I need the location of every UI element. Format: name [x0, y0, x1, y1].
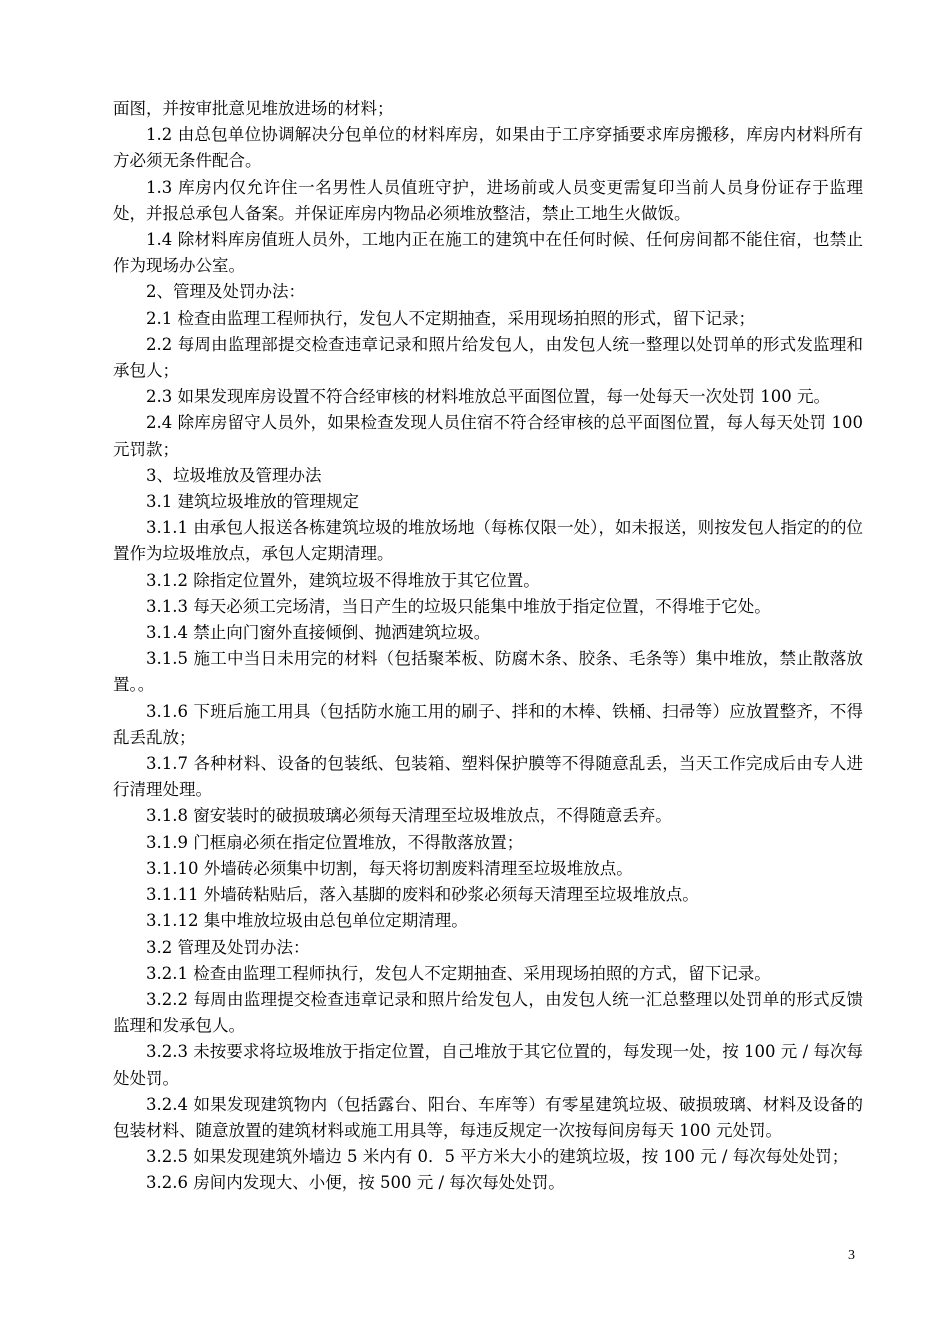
paragraph: 3.2.4 如果发现建筑物内（包括露台、阳台、车库等）有零星建筑垃圾、破损玻璃、材料及设备的包装材料、随意放置的建筑材料或施工用具等，每违反规定一次按每间房每天 100 元处罚。	[113, 1094, 863, 1140]
page-number: 3	[848, 1248, 855, 1263]
paragraph: 3、垃圾堆放及管理办法	[146, 465, 322, 485]
paragraph: 3.2.1 检查由监理工程师执行，发包人不定期抽查、采用现场拍照的方式，留下记录。	[146, 963, 771, 983]
paragraph: 3.1.9 门框扇必须在指定位置堆放，不得散落放置；	[146, 832, 524, 852]
paragraph: 3.1.8 窗安装时的破损玻璃必须每天清理至垃圾堆放点，不得随意丢弃。	[146, 806, 672, 826]
paragraph: 3.2 管理及处罚办法：	[146, 937, 310, 957]
paragraph: 3.1.11 外墙砖粘贴后，落入基脚的废料和砂浆必须每天清理至垃圾堆放点。	[146, 885, 699, 905]
paragraph: 2、管理及处罚办法：	[146, 282, 305, 302]
paragraph: 3.1.7 各种材料、设备的包装纸、包装箱、塑料保护膜等不得随意乱丢，当天工作完成后由专人进行清理处理。	[113, 754, 863, 800]
paragraph: 3.1.1 由承包人报送各栋建筑垃圾的堆放场地（每栋仅限一处），如未报送，则按发包人指定的的位置作为垃圾堆放点，承包人定期清理。	[113, 518, 863, 564]
paragraph: 3.1.10 外墙砖必须集中切割，每天将切割废料清理至垃圾堆放点。	[146, 858, 633, 878]
paragraph: 3.1.4 禁止向门窗外直接倾倒、抛洒建筑垃圾。	[146, 623, 491, 643]
paragraph: 面图，并按审批意见堆放进场的材料；	[113, 99, 394, 118]
document-body	[113, 96, 863, 1197]
paragraph: 2.3 如果发现库房设置不符合经审核的材料堆放总平面图位置，每一处每天一次处罚 100 元。	[146, 387, 830, 407]
paragraph: 3.2.6 房间内发现大、小便，按 500 元 / 每次每处处罚。	[146, 1173, 565, 1193]
paragraph: 1.4 除材料库房值班人员外，工地内正在施工的建筑中在任何时候、任何房间都不能住宿，也禁止作为现场办公室。	[113, 230, 863, 276]
paragraph: 3.2.2 每周由监理提交检查违章记录和照片给发包人，由发包人统一汇总整理以处罚单的形式反馈监理和发承包人。	[113, 989, 863, 1036]
paragraph: 2.1 检查由监理工程师执行，发包人不定期抽查，采用现场拍照的形式，留下记录；	[146, 308, 755, 328]
paragraph: 3.1.3 每天必须工完场清，当日产生的垃圾只能集中堆放于指定位置，不得堆于它处。	[146, 596, 771, 616]
paragraph: 3.1.5 施工中当日未用完的材料（包括聚苯板、防腐木条、胶条、毛条等）集中堆放，禁止散落放置。。	[113, 649, 863, 695]
paragraph: 3.1.12 集中堆放垃圾由总包单位定期清理。	[146, 911, 468, 931]
paragraph: 2.2 每周由监理部提交检查违章记录和照片给发包人，由发包人统一整理以处罚单的形式发监理和承包人；	[113, 334, 863, 381]
paragraph: 1.3 库房内仅允许住一名男性人员值班守护，进场前或人员变更需复印当前人员身份证存于监理处，并报总承包人备案。并保证库房内物品必须堆放整洁，禁止工地生火做饭。	[113, 177, 863, 223]
paragraph: 1.2 由总包单位协调解决分包单位的材料库房，如果由于工序穿插要求库房搬移，库房内材料所有方必须无条件配合。	[113, 125, 863, 171]
paragraph: 3.1 建筑垃圾堆放的管理规定	[146, 492, 359, 512]
paragraph: 3.2.3 未按要求将垃圾堆放于指定位置，自己堆放于其它位置的，每发现一处，按 100 元 / 每次每处处罚。	[113, 1042, 863, 1088]
paragraph: 3.2.5 如果发现建筑外墙边 5 米内有 0．5 平方米大小的建筑垃圾，按 100 元 / 每次每处处罚；	[146, 1147, 849, 1167]
paragraph: 2.4 除库房留守人员外，如果检查发现人员住宿不符合经审核的总平面图位置，每人每天处罚 100 元罚款；	[113, 413, 863, 459]
paragraph: 3.1.6 下班后施工用具（包括防水施工用的刷子、拌和的木棒、铁桶、扫帚等）应放置整齐，不得乱丢乱放；	[113, 701, 863, 747]
paragraph: 3.1.2 除指定位置外，建筑垃圾不得堆放于其它位置。	[146, 570, 540, 590]
